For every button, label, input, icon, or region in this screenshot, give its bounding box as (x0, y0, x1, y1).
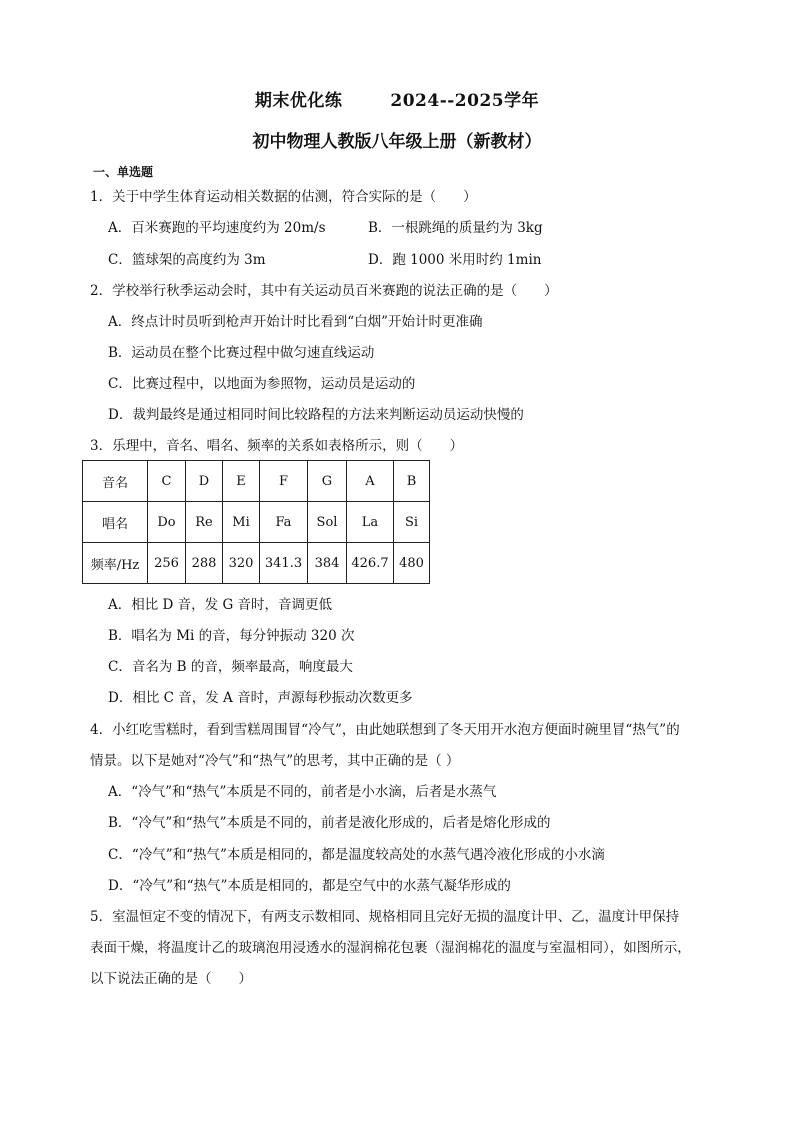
question-1-option-d: D．跑 1000 米用时约 1min (368, 252, 542, 268)
question-3-option-a: A．相比 D 音，发 G 音时，音调更低 (108, 597, 333, 613)
question-1-option-c: C．篮球架的高度约为 3m (108, 252, 266, 268)
table-cell: 384 (308, 543, 347, 584)
table-cell: Fa (260, 502, 308, 543)
question-4-stem-line-1: 4．小红吃雪糕时，看到雪糕周围冒“冷气”，由此她联想到了冬天用开水泡方便面时碗里冒“热气”的 (90, 722, 680, 738)
question-4-option-d: D．“冷气”和“热气”本质是相同的，都是空气中的水蒸气凝华形成的 (108, 878, 511, 894)
question-5-stem-line-1: 5．室温恒定不变的情况下，有两支示数相同、规格相同且完好无损的温度计甲、乙，温度计甲保持 (90, 909, 680, 925)
question-3-option-d: D．相比 C 音，发 A 音时，声源每秒振动次数更多 (108, 690, 413, 706)
table-cell: E (223, 461, 260, 502)
table-cell: B (394, 461, 430, 502)
table-cell: La (347, 502, 394, 543)
question-2-option-d: D．裁判最终是通过相同时间比较路程的方法来判断运动员运动快慢的 (108, 407, 524, 423)
table-cell: 341.3 (260, 543, 308, 584)
exam-title-left: 期末优化练 (254, 91, 343, 111)
question-3-option-b: B．唱名为 Mi 的音，每分钟振动 320 次 (108, 628, 355, 644)
question-2-option-a: A．终点计时员听到枪声开始计时比看到“白烟”开始计时更准确 (108, 314, 483, 330)
table-row (83, 543, 430, 584)
table-cell: Sol (308, 502, 347, 543)
question-2-option-c: C．比赛过程中，以地面为参照物，运动员是运动的 (108, 376, 416, 392)
table-cell: G (308, 461, 347, 502)
table-cell: 320 (223, 543, 260, 584)
question-3-stem: 3．乐理中，音名、唱名、频率的关系如表格所示，则（ ） (90, 438, 464, 454)
question-3-option-c: C．音名为 B 的音，频率最高，响度最大 (108, 659, 353, 675)
exam-title (0, 86, 794, 111)
table-cell: 480 (394, 543, 430, 584)
question-5-stem-line-2: 表面干燥，将温度计乙的玻璃泡用浸透水的湿润棉花包裹（湿润棉花的温度与室温相同），如图所示， (90, 940, 691, 956)
question-4-option-a: A．“冷气”和“热气”本质是不同的，前者是小水滴，后者是水蒸气 (108, 784, 497, 800)
table-cell: Si (394, 502, 430, 543)
exam-title-year: 2024--2025学年 (390, 91, 540, 111)
table-cell: D (186, 461, 223, 502)
exam-subtitle: 初中物理人教版八年级上册（新教材） (252, 132, 542, 152)
table-cell: C (148, 461, 186, 502)
question-5-stem-line-3: 以下说法正确的是（ ） (90, 971, 252, 987)
table-cell: 唱名 (83, 502, 148, 543)
question-1-option-a: A．百米赛跑的平均速度约为 20m/s (108, 220, 326, 236)
section-heading: 一、单选题 (93, 165, 154, 179)
question-2-stem: 2．学校举行秋季运动会时，其中有关运动员百米赛跑的说法正确的是（ ） (90, 283, 558, 299)
table-cell: Do (148, 502, 186, 543)
question-1-option-b: B．一根跳绳的质量约为 3kg (368, 220, 543, 236)
table-cell: F (260, 461, 308, 502)
table-cell: 频率/Hz (83, 543, 148, 584)
table-cell: Mi (223, 502, 260, 543)
table-row (83, 502, 430, 543)
question-4-option-c: C．“冷气”和“热气”本质是相同的，都是温度较高处的水蒸气遇冷液化形成的小水滴 (108, 847, 605, 863)
question-4-option-b: B．“冷气”和“热气”本质是不同的，前者是液化形成的，后者是熔化形成的 (108, 815, 551, 831)
question-4-stem-line-2: 情景。以下是她对“冷气”和“热气”的思考，其中正确的是（ ） (90, 753, 460, 769)
question-2-option-b: B．运动员在整个比赛过程中做匀速直线运动 (108, 345, 375, 361)
table-cell: 256 (148, 543, 186, 584)
table-cell: Re (186, 502, 223, 543)
table-row (83, 461, 430, 502)
table-cell: 音名 (83, 461, 148, 502)
table-cell: 426.7 (347, 543, 394, 584)
question-1-stem: 1．关于中学生体育运动相关数据的估测，符合实际的是（ ） (90, 189, 477, 205)
music-frequency-table (82, 460, 430, 584)
table-cell: A (347, 461, 394, 502)
table-cell: 288 (186, 543, 223, 584)
